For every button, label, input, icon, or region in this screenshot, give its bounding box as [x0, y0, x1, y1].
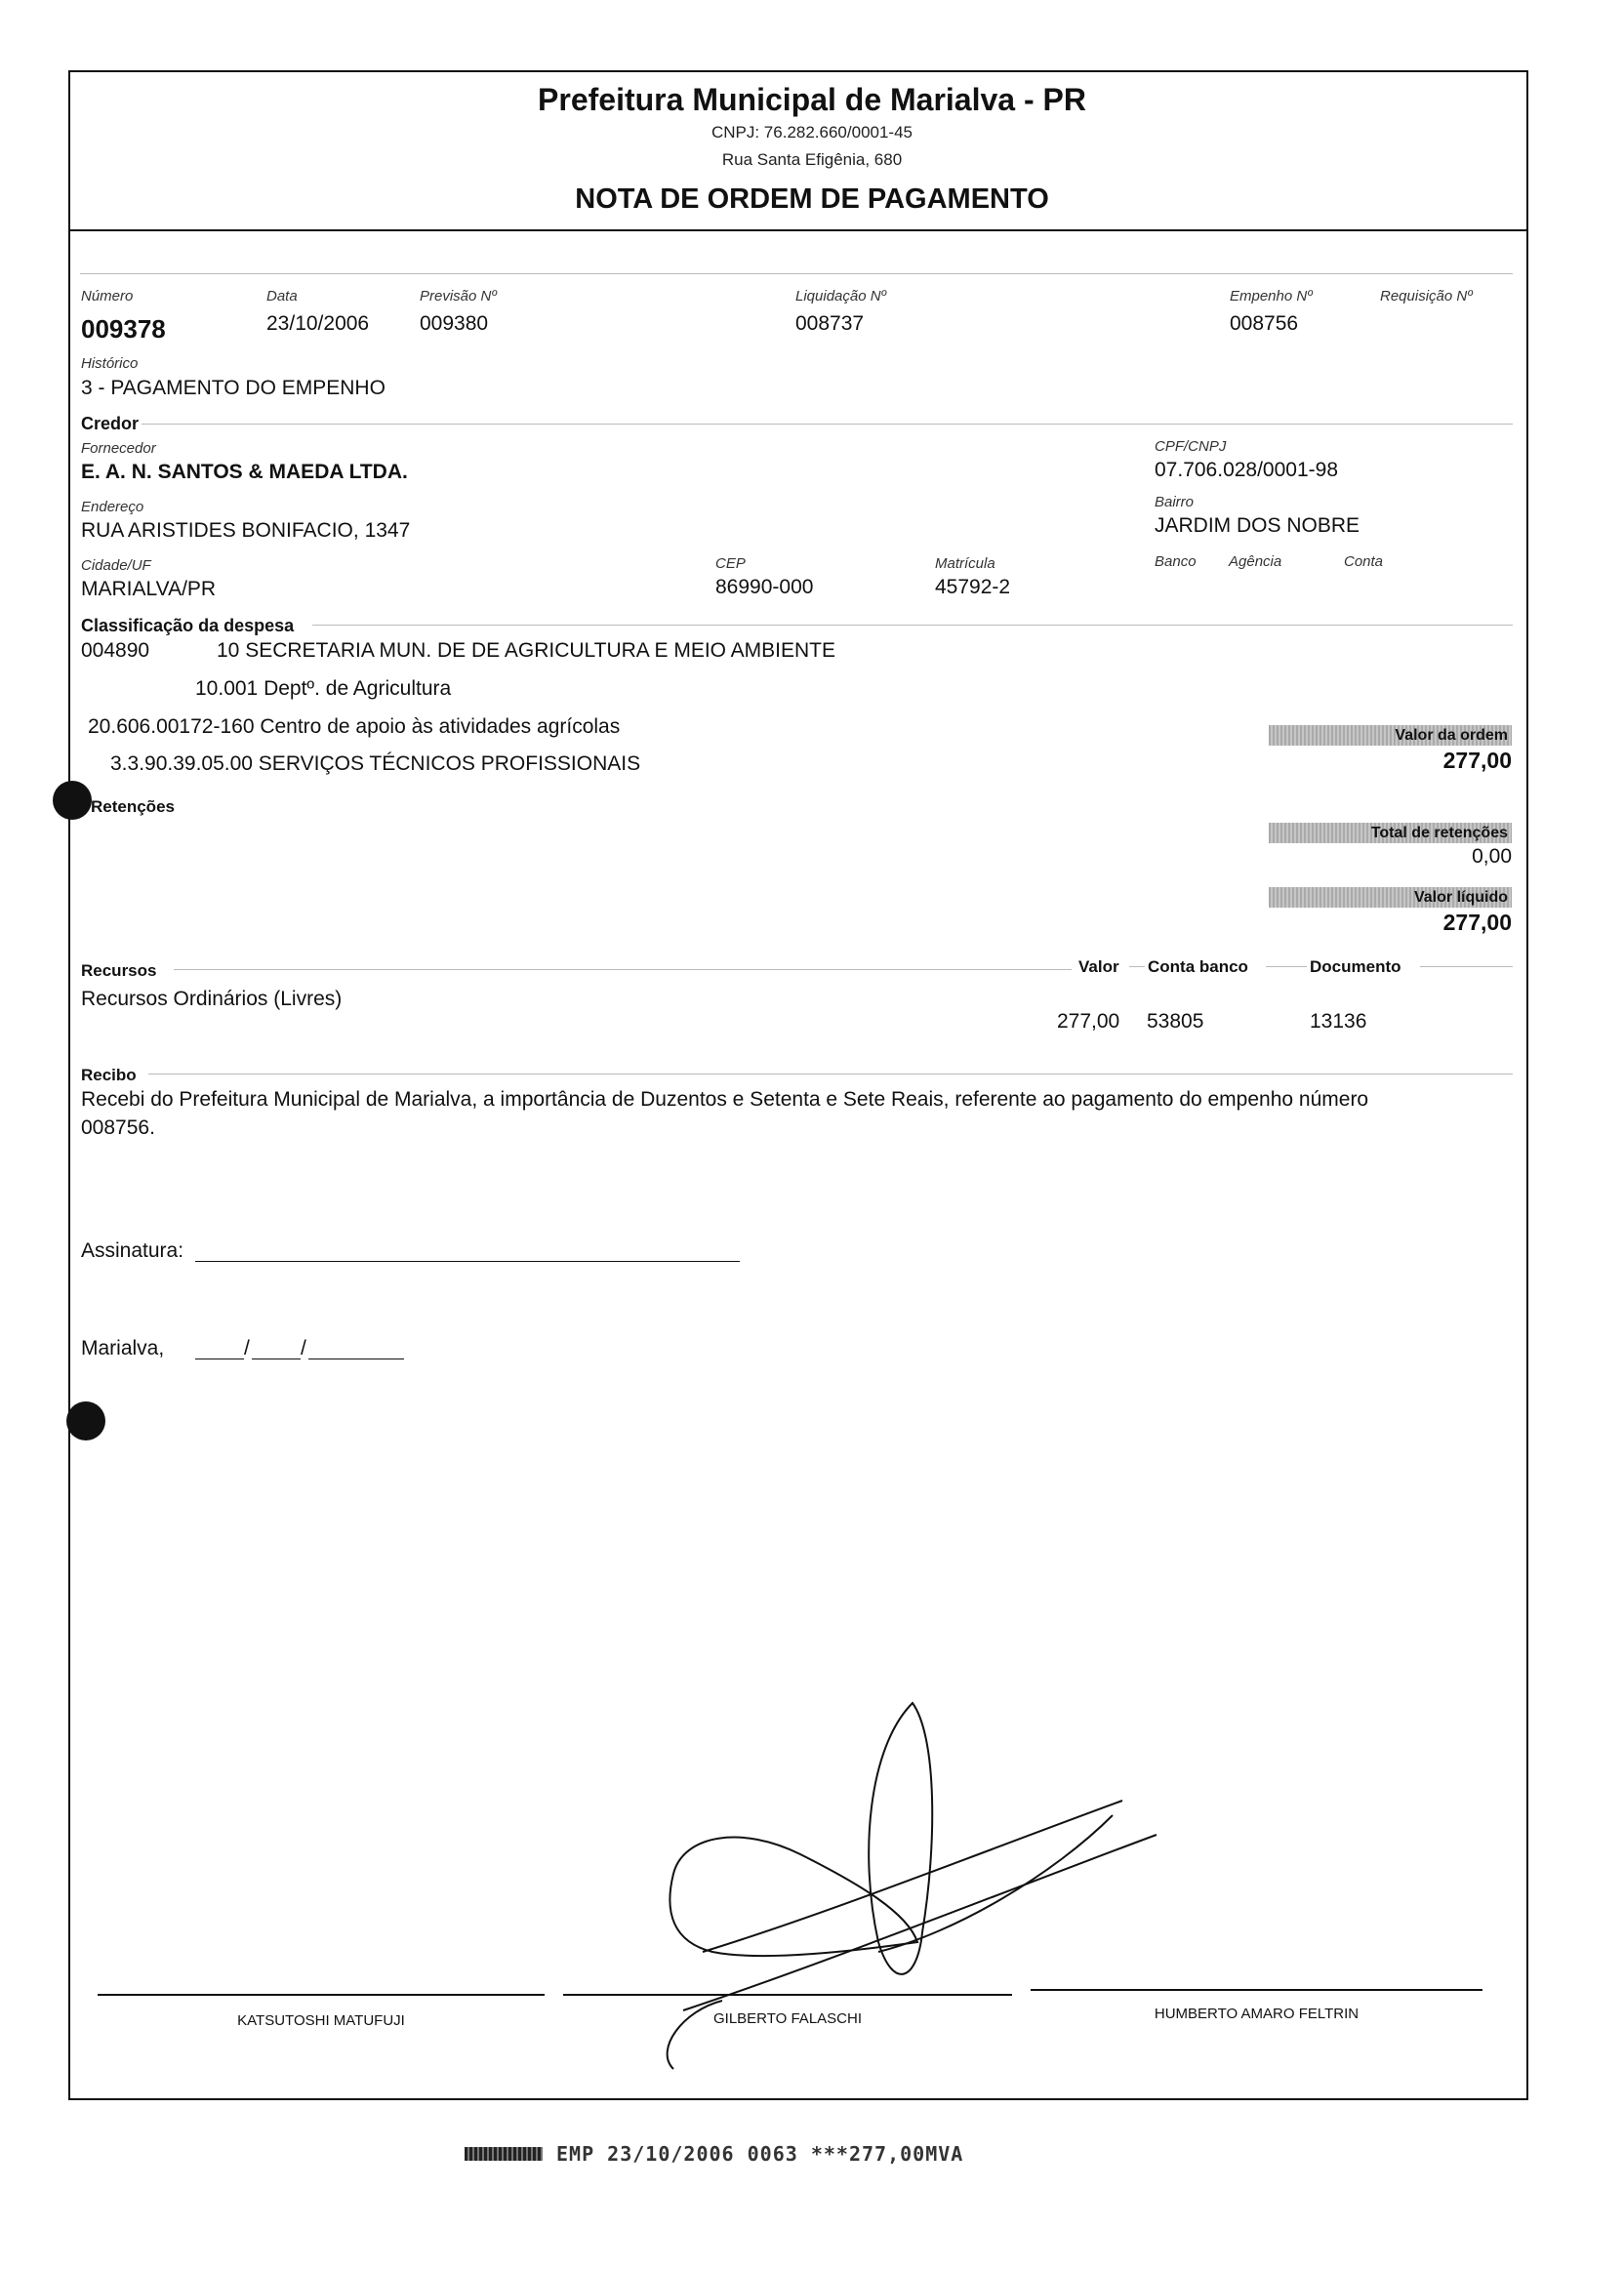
cidade-label: Cidade/UF [81, 557, 151, 574]
cidade-value: MARIALVA/PR [81, 578, 217, 600]
classificacao-section: Classificação da despesa [81, 616, 295, 635]
signatory-1: KATSUTOSHI MATUFUJI [237, 2012, 405, 2029]
signature-line-1 [98, 1994, 545, 1996]
recursos-descricao: Recursos Ordinários (Livres) [81, 988, 343, 1010]
cpf-value: 07.706.028/0001-98 [1155, 459, 1339, 481]
page-title: Prefeitura Municipal de Marialva - PR [538, 82, 1086, 117]
valor-ordem-value: 277,00 [1442, 748, 1512, 773]
cpf-label: CPF/CNPJ [1155, 438, 1227, 455]
fornecedor-label: Fornecedor [81, 440, 156, 457]
bairro-label: Bairro [1155, 494, 1195, 510]
previsao-label: Previsão Nº [420, 288, 497, 304]
classificacao-line2: 10.001 Deptº. de Agricultura [195, 677, 452, 700]
historico-label: Histórico [81, 355, 139, 372]
fornecedor-value: E. A. N. SANTOS & MAEDA LTDA. [81, 461, 408, 483]
matricula-label: Matrícula [935, 555, 995, 572]
bank-stamp: EMP 23/10/2006 0063 ***277,00MVA [556, 2142, 964, 2166]
signature-line-2 [563, 1994, 1012, 1996]
document-title: NOTA DE ORDEM DE PAGAMENTO [575, 183, 1049, 215]
recursos-conta-label: Conta banco [1148, 957, 1248, 976]
total-retencoes-label: Total de retenções [1269, 823, 1512, 843]
signatory-2: GILBERTO FALASCHI [713, 2010, 862, 2027]
recursos-valor-label: Valor [1078, 957, 1119, 976]
assinatura-label: Assinatura: [81, 1239, 184, 1262]
recibo-text-empenho: 008756. [81, 1116, 155, 1139]
numero-label: Número [81, 288, 134, 304]
cep-value: 86990-000 [715, 576, 814, 598]
classificacao-code: 004890 [81, 639, 150, 662]
total-retencoes-value: 0,00 [1472, 845, 1512, 868]
recursos-conta-banco: 53805 [1147, 1010, 1204, 1033]
credor-section: Credor [81, 414, 140, 433]
valor-ordem-label: Valor da ordem [1269, 725, 1512, 746]
liquidacao-label: Liquidação Nº [795, 288, 887, 304]
classificacao-line1: 10 SECRETARIA MUN. DE DE AGRICULTURA E MEIO AMBIENTE [217, 639, 836, 662]
cnpj-text: CNPJ: 76.282.660/0001-45 [710, 123, 914, 142]
recursos-valor: 277,00 [1057, 1010, 1120, 1033]
historico-value: 3 - PAGAMENTO DO EMPENHO [81, 377, 386, 399]
address-text: Rua Santa Efigênia, 680 [721, 150, 903, 169]
signature-line-3 [1031, 1989, 1482, 1991]
empenho-label: Empenho Nº [1230, 288, 1313, 304]
date-slash: / [244, 1337, 250, 1359]
banco-label: Banco [1155, 553, 1197, 570]
recursos-section: Recursos [81, 961, 157, 980]
cep-label: CEP [715, 555, 746, 572]
classificacao-line3: 20.606.00172-160 Centro de apoio às atividades agrícolas [88, 715, 621, 738]
valor-liquido-label: Valor líquido [1269, 887, 1512, 908]
data-label: Data [266, 288, 298, 304]
recibo-section: Recibo [81, 1066, 137, 1084]
classificacao-line4: 3.3.90.39.05.00 SERVIÇOS TÉCNICOS PROFISSIONAIS [110, 752, 641, 775]
conta-label: Conta [1344, 553, 1384, 570]
agencia-label: Agência [1229, 553, 1282, 570]
requisicao-label: Requisição Nº [1380, 288, 1473, 304]
previsao-value: 009380 [420, 312, 489, 335]
data-value: 23/10/2006 [266, 312, 370, 335]
recursos-documento-label: Documento [1310, 957, 1401, 976]
valor-liquido-value: 277,00 [1442, 910, 1512, 935]
stamp-mark [465, 2147, 543, 2161]
local-label: Marialva, [81, 1337, 165, 1359]
empenho-value: 008756 [1230, 312, 1299, 335]
liquidacao-value: 008737 [795, 312, 865, 335]
bairro-value: JARDIM DOS NOBRE [1155, 514, 1360, 537]
retencoes-section: Retenções [91, 797, 175, 816]
recibo-text: Recebi do Prefeitura Municipal de Marialva, a importância de Duzentos e Setenta e Sete Reais, referente ao pagamento do empenho número [81, 1088, 1369, 1111]
numero-value: 009378 [81, 314, 166, 344]
endereco-label: Endereço [81, 499, 144, 515]
endereco-value: RUA ARISTIDES BONIFACIO, 1347 [81, 519, 411, 542]
date-slash: / [301, 1337, 306, 1359]
signatory-3: HUMBERTO AMARO FELTRIN [1154, 2006, 1360, 2022]
recursos-documento: 13136 [1310, 1010, 1367, 1033]
matricula-value: 45792-2 [935, 576, 1011, 598]
